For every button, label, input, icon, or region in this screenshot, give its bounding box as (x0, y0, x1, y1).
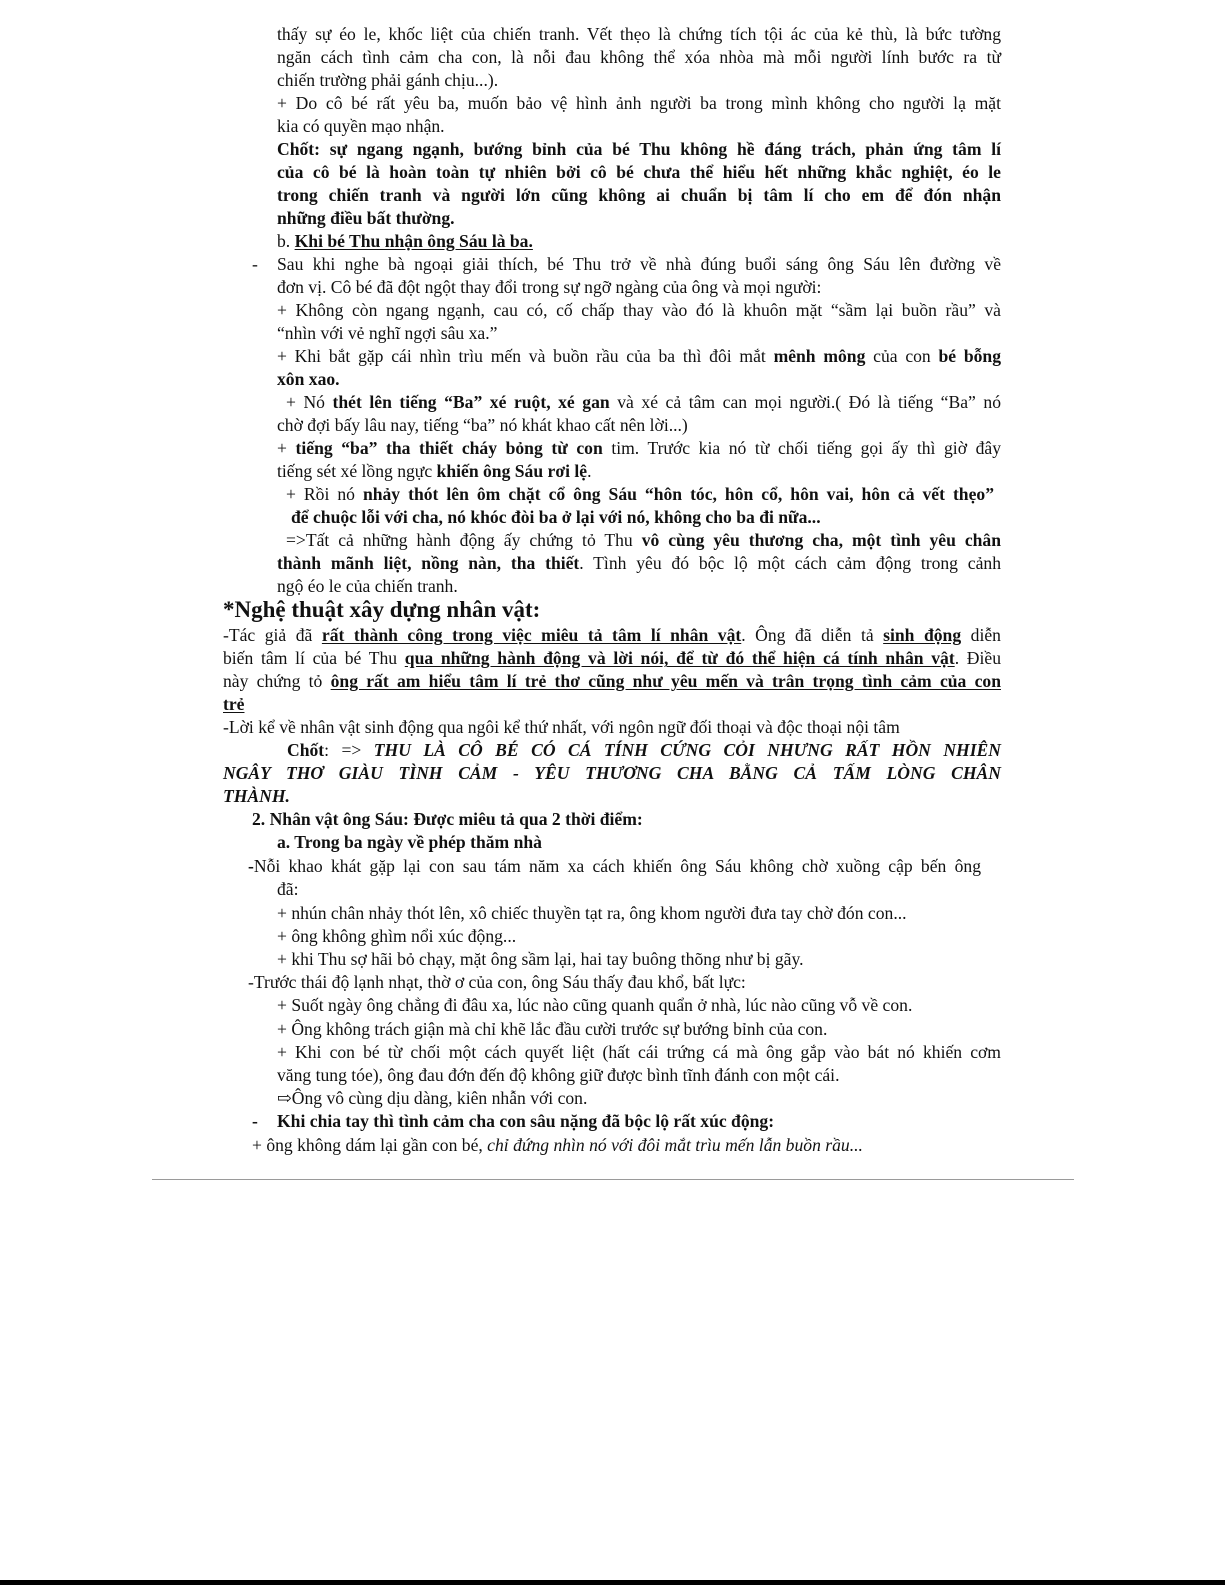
text-line (277, 230, 533, 252)
text-run: để chuộc lỗi với cha, nó khóc đòi ba ở lại với nó, không cho ba đi nữa... (291, 507, 821, 527)
text-run: + khi Thu sợ hãi bỏ chạy, mặt ông sầm lại, hai tay buông thõng như bị gãy. (277, 949, 804, 969)
text-line (248, 855, 981, 877)
text-run: Khi bé Thu nhận ông Sáu là ba. (294, 231, 533, 251)
text-line (277, 115, 445, 137)
text-run: mênh mông (773, 346, 866, 366)
text-run: ngăn cách tình cảm cha con, là nỗi đau không thể xóa nhòa mà mỗi người lính bước ra từ (277, 47, 1001, 67)
text-run: + Suốt ngày ông chẳng đi đâu xa, lúc nào cũng quanh quẩn ở nhà, lúc nào cũng vỗ về con. (277, 995, 913, 1015)
text-run: - (248, 856, 254, 876)
text-line (277, 253, 1001, 275)
text-run: + Do cô bé rất yêu ba, muốn bảo vệ hình ảnh người ba trong mình không cho người lạ mặt (277, 93, 1001, 113)
text-line (223, 647, 1001, 669)
page-bottom-edge (0, 1580, 1225, 1585)
text-run: thấy sự éo le, khốc liệt của chiến tranh. Vết thẹo là chứng tích tội ác của kẻ thù, là bức tường (277, 24, 1001, 44)
text-run: vô cùng yêu thương cha, một tình yêu chân (641, 530, 1002, 550)
text-run: trẻ (223, 694, 245, 714)
text-run: kia có quyền mạo nhận. (277, 116, 445, 136)
text-line (277, 161, 1001, 183)
text-run: nhảy thót lên ôm chặt cổ ông Sáu “hôn tóc, hôn cổ, hôn vai, hôn cả vết thẹo” (362, 484, 994, 504)
text-line (277, 92, 1001, 114)
text-run: . Ông đã diễn tả (741, 625, 884, 645)
text-run: đã: (277, 879, 299, 899)
text-line (277, 207, 455, 229)
text-run: tim. Trước kia nó từ chối tiếng gọi ấy thì giờ đây (602, 438, 1001, 458)
text-line (252, 1110, 258, 1132)
text-run: 2. Nhân vật ông Sáu: Được miêu tả qua 2 thời điểm: (252, 809, 643, 829)
text-run: xôn xao. (277, 369, 340, 389)
text-run: trong chiến tranh và người lớn cũng không ai chuẩn bị tâm lí cho em để đón nhận (277, 185, 1001, 205)
text-run: Khi chia tay thì tình cảm cha con sâu nặng đã bộc lộ rất xúc động: (277, 1111, 775, 1131)
text-run: của cô bé là hoàn toàn tự nhiên bởi cô bé chưa thể hiểu hết những khắc nghiệt, éo le (277, 162, 1001, 182)
text-run: =>Tất cả những hành động ấy chứng tỏ Thu (286, 530, 642, 550)
text-line (287, 739, 1001, 761)
text-run: thành mãnh liệt, nồng nàn, tha thiết (277, 553, 580, 573)
text-run: chiến trường phải gánh chịu...). (277, 70, 499, 90)
text-line (291, 506, 821, 528)
text-line (277, 925, 516, 947)
text-run: diễn (961, 625, 1001, 645)
text-line (286, 483, 994, 505)
text-line (223, 762, 1001, 784)
text-line (277, 69, 498, 91)
text-line (277, 276, 821, 298)
text-line (277, 345, 1001, 367)
text-run: Nỗi khao khát gặp lại con sau tám năm xa cách khiến ông Sáu không chờ xuồng cập bến ông (253, 856, 981, 876)
text-line (286, 529, 1001, 551)
text-run: + ông không ghìm nổi xúc động... (277, 926, 517, 946)
text-run: đơn vị. Cô bé đã đột ngột thay đổi trong sự ngỡ ngàng của ông và mọi người: (277, 277, 822, 297)
text-line (277, 138, 1001, 160)
text-line (277, 23, 1001, 45)
section-heading (223, 597, 540, 623)
text-line (277, 322, 497, 344)
text-run: *Nghệ thuật xây dựng nhân vật: (223, 597, 541, 622)
text-run: a. Trong ba ngày về phép thăm nhà (277, 832, 542, 852)
text-run: -Trước thái độ lạnh nhạt, thờ ơ của con, ông Sáu thấy đau khổ, bất lực: (248, 972, 746, 992)
text-line (277, 46, 1001, 68)
text-run: khiến ông Sáu rơi lệ (436, 461, 588, 481)
text-run: những điều bất thường. (277, 208, 455, 228)
text-run: Sau khi nghe bà ngoại giải thích, bé Thu trở về nhà đúng buổi sáng ông Sáu lên đường về (277, 254, 1001, 274)
text-run: -Tác giả đã (223, 625, 322, 645)
text-run: Chốt (287, 740, 325, 760)
text-run: -Lời kể về nhân vật sinh động qua ngôi kể thứ nhất, với ngôn ngữ đối thoại và độc thoại nội tâm (223, 717, 900, 737)
text-run: chờ đợi bấy lâu nay, tiếng “ba” nó khát khao cất nên lời...) (277, 415, 688, 435)
text-run: sinh động (883, 625, 962, 645)
text-run: ông rất am hiểu tâm lí trẻ thơ cũng như yêu mến và trân trọng tình cảm của con (330, 671, 1001, 691)
text-run: . Tình yêu đó bộc lộ một cách cảm động trong cảnh (579, 553, 1001, 573)
text-run: và xé cả tâm can mọi người.( Đó là tiếng “Ba” nó (609, 392, 1001, 412)
text-line (223, 785, 290, 807)
text-run: biến tâm lí của bé Thu (223, 648, 405, 668)
text-run: qua những hành động và lời nói, để từ đó thể hiện cá tính nhân vật (404, 648, 955, 668)
text-run: chỉ đứng nhìn nó với đôi mắt trìu mến lẫn buồn rầu... (487, 1135, 863, 1155)
text-line (223, 693, 244, 715)
text-line (277, 1064, 839, 1086)
text-run: + Rồi nó (286, 484, 363, 504)
text-line (277, 414, 688, 436)
text-line (252, 253, 258, 275)
text-run: + Khi bắt gặp cái nhìn trìu mến và buồn rầu của ba thì đôi mắt (277, 346, 774, 366)
text-run: - (252, 254, 258, 274)
text-run: THÀNH. (223, 786, 290, 806)
text-line (223, 670, 1001, 692)
text-line (286, 391, 1001, 413)
text-line (277, 368, 340, 390)
text-run: rất thành công trong việc miêu tả tâm lí nhân vật (321, 625, 742, 645)
text-line (277, 575, 458, 597)
text-run: + Nó (286, 392, 333, 412)
text-line (277, 1087, 587, 1109)
text-line (277, 878, 299, 900)
text-run: . (587, 461, 592, 481)
text-line (277, 831, 542, 853)
text-line (277, 994, 912, 1016)
text-line (223, 716, 900, 738)
text-line (277, 1018, 827, 1040)
text-run: + Không còn ngang ngạnh, cau có, cố chấp thay vào đó là khuôn mặt “sầm lại buồn rầu” và (277, 300, 1001, 320)
text-run: ⇨Ông vô cùng dịu dàng, kiên nhẫn với con. (277, 1088, 588, 1108)
text-run: + ông không dám lại gần con bé, (252, 1135, 488, 1155)
text-run: b. (277, 231, 295, 251)
text-line (252, 1134, 863, 1156)
text-run: + nhún chân nhảy thót lên, xô chiếc thuyền tạt ra, ông khom người đưa tay chờ đón con... (277, 903, 907, 923)
text-run: + Khi con bé từ chối một cách quyết liệt (hất cái trứng cá mà ông gắp vào bát nó khiến cơm (277, 1042, 1001, 1062)
text-line (277, 1110, 774, 1132)
text-run: . Điều (954, 648, 1001, 668)
text-line (277, 1041, 1001, 1063)
text-line (277, 460, 591, 482)
text-line (277, 437, 1001, 459)
text-line (223, 624, 1001, 646)
text-run: tiếng sét xé lồng ngực (277, 461, 437, 481)
text-run: thét lên tiếng “Ba” xé ruột, xé gan (332, 392, 610, 412)
text-run: - (252, 1111, 258, 1131)
text-run: NGÂY THƠ GIÀU TÌNH CẢM - YÊU THƯƠNG CHA BẰNG CẢ TẤM LÒNG CHÂN (223, 763, 1001, 783)
text-run: này chứng tỏ (223, 671, 331, 691)
text-line (277, 299, 1001, 321)
text-line (277, 552, 1001, 574)
text-run: ngộ éo le của chiến tranh. (277, 576, 458, 596)
page-divider (152, 1179, 1074, 1180)
text-run: : => (324, 740, 374, 760)
text-run: THU LÀ CÔ BÉ CÓ CÁ TÍNH CỨNG CỎI NHƯNG RẤT HỒN NHIÊN (373, 740, 1002, 760)
text-run: + (277, 438, 296, 458)
text-run: “nhìn với vẻ nghĩ ngợi sâu xa.” (277, 323, 498, 343)
text-line (277, 184, 1001, 206)
text-line (252, 808, 643, 830)
text-run: của con (865, 346, 939, 366)
text-run: Chốt: sự ngang ngạnh, bướng bỉnh của bé Thu không hề đáng trách, phản ứng tâm lí (277, 139, 1001, 159)
text-run: văng tung tóe), ông đau đớn đến độ không giữ được bình tĩnh đánh con một cái. (277, 1065, 840, 1085)
text-line (277, 948, 804, 970)
text-run: + Ông không trách giận mà chỉ khẽ lắc đầu cười trước sự bướng bỉnh của con. (277, 1019, 828, 1039)
text-line (248, 971, 746, 993)
text-run: tiếng “ba” tha thiết cháy bỏng từ con (295, 438, 603, 458)
text-line (277, 902, 907, 924)
text-run: bé bỗng (938, 346, 1001, 366)
